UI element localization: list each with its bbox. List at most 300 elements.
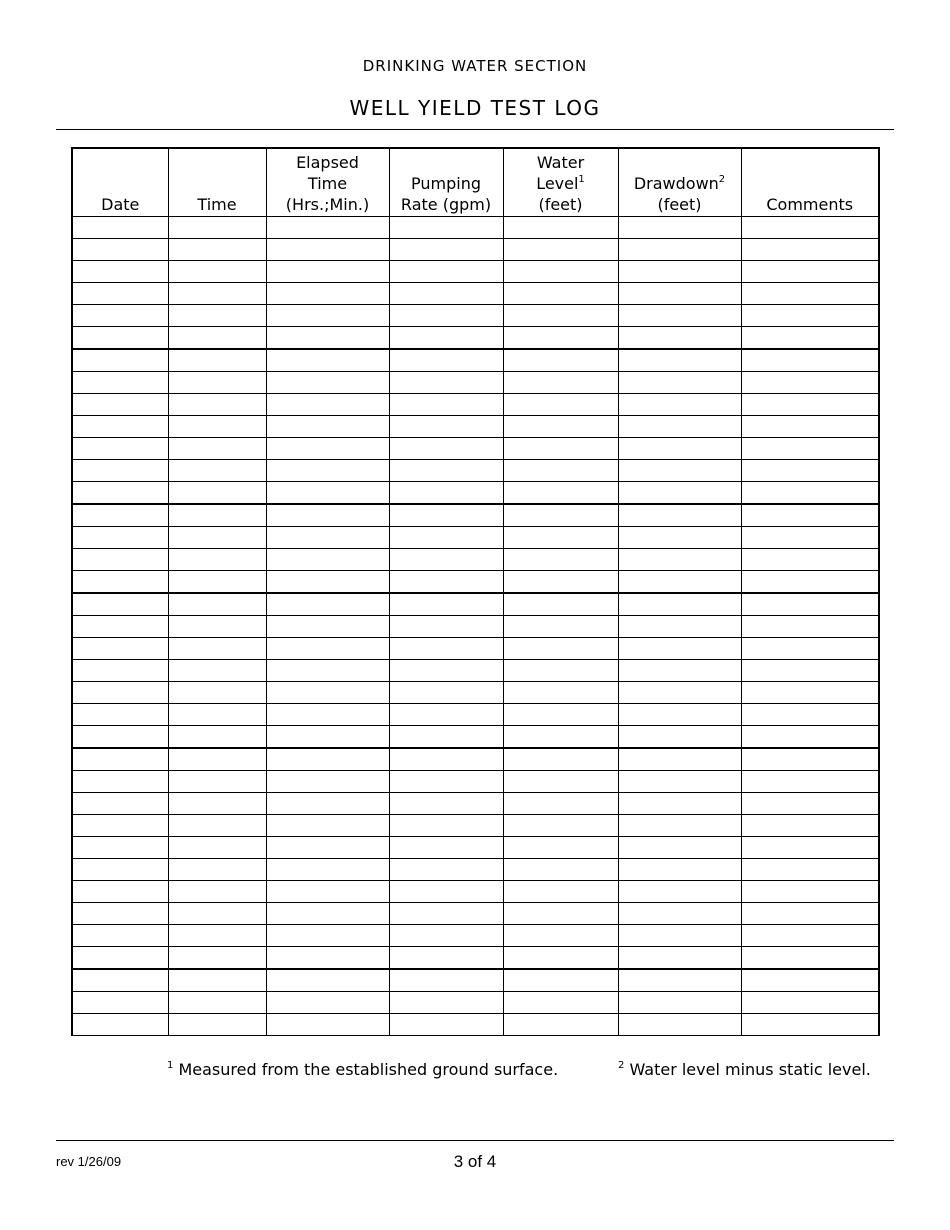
footnote-2-text: Water level minus static level. (629, 1060, 871, 1079)
pumping-rate-cell[interactable] (389, 372, 503, 394)
well-yield-log-table (71, 147, 880, 1036)
water-level-cell[interactable] (503, 438, 618, 460)
time-cell[interactable] (168, 969, 266, 992)
water-level-cell[interactable] (503, 482, 618, 505)
elapsed-time-cell[interactable] (266, 837, 389, 859)
elapsed-time-cell[interactable] (266, 571, 389, 594)
comments-cell[interactable] (741, 394, 879, 416)
date-cell[interactable] (72, 660, 168, 682)
time-cell[interactable] (168, 416, 266, 438)
date-cell[interactable] (72, 682, 168, 704)
table-row (72, 793, 879, 815)
table-row (72, 327, 879, 350)
footnote-1-marker: 1 (167, 1060, 174, 1071)
date-cell[interactable] (72, 1014, 168, 1036)
pumping-rate-cell[interactable] (389, 859, 503, 881)
pumping-rate-cell[interactable] (389, 903, 503, 925)
drawdown-cell[interactable] (618, 504, 741, 527)
elapsed-time-cell[interactable] (266, 947, 389, 970)
pumping-rate-cell[interactable] (389, 837, 503, 859)
pumping-rate-cell[interactable] (389, 571, 503, 594)
drawdown-cell[interactable] (618, 239, 741, 261)
water-level-cell[interactable] (503, 394, 618, 416)
comments-cell[interactable] (741, 969, 879, 992)
comments-cell[interactable] (741, 482, 879, 505)
drawdown-cell[interactable] (618, 903, 741, 925)
water-level-cell[interactable] (503, 305, 618, 327)
elapsed-time-cell[interactable] (266, 638, 389, 660)
pumping-rate-cell[interactable] (389, 881, 503, 903)
table-row (72, 660, 879, 682)
date-cell[interactable] (72, 349, 168, 372)
comments-cell[interactable] (741, 748, 879, 771)
drawdown-cell[interactable] (618, 859, 741, 881)
comments-cell[interactable] (741, 903, 879, 925)
elapsed-time-cell[interactable] (266, 283, 389, 305)
water-level-cell[interactable] (503, 349, 618, 372)
water-level-cell[interactable] (503, 660, 618, 682)
pumping-rate-cell[interactable] (389, 239, 503, 261)
date-cell[interactable] (72, 748, 168, 771)
elapsed-time-cell[interactable] (266, 793, 389, 815)
time-cell[interactable] (168, 349, 266, 372)
elapsed-time-cell[interactable] (266, 616, 389, 638)
water-level-cell[interactable] (503, 1014, 618, 1036)
water-level-cell[interactable] (503, 793, 618, 815)
date-cell[interactable] (72, 616, 168, 638)
comments-cell[interactable] (741, 704, 879, 726)
comments-cell[interactable] (741, 305, 879, 327)
time-cell[interactable] (168, 903, 266, 925)
date-cell[interactable] (72, 504, 168, 527)
pumping-rate-cell[interactable] (389, 460, 503, 482)
pumping-rate-cell[interactable] (389, 283, 503, 305)
drawdown-cell[interactable] (618, 349, 741, 372)
date-cell[interactable] (72, 947, 168, 970)
water-level-cell[interactable] (503, 283, 618, 305)
drawdown-cell[interactable] (618, 726, 741, 749)
table-row (72, 1014, 879, 1036)
time-cell[interactable] (168, 682, 266, 704)
time-cell[interactable] (168, 305, 266, 327)
pumping-rate-cell[interactable] (389, 261, 503, 283)
date-cell[interactable] (72, 549, 168, 571)
date-cell[interactable] (72, 283, 168, 305)
pumping-rate-cell[interactable] (389, 638, 503, 660)
time-cell[interactable] (168, 504, 266, 527)
table-row (72, 571, 879, 594)
pumping-rate-cell[interactable] (389, 217, 503, 239)
date-cell[interactable] (72, 771, 168, 793)
pumping-rate-cell[interactable] (389, 682, 503, 704)
date-cell[interactable] (72, 704, 168, 726)
date-cell[interactable] (72, 815, 168, 837)
table-row (72, 881, 879, 903)
pumping-rate-cell[interactable] (389, 416, 503, 438)
comments-cell[interactable] (741, 682, 879, 704)
form-title: WELL YIELD TEST LOG (349, 96, 601, 120)
water-level-cell[interactable] (503, 837, 618, 859)
table-row (72, 305, 879, 327)
elapsed-time-cell[interactable] (266, 549, 389, 571)
time-cell[interactable] (168, 638, 266, 660)
time-cell[interactable] (168, 394, 266, 416)
pumping-rate-cell[interactable] (389, 504, 503, 527)
col-pumping-rate-header (389, 148, 503, 217)
water-level-cell[interactable] (503, 549, 618, 571)
water-level-cell[interactable] (503, 992, 618, 1014)
pumping-rate-cell[interactable] (389, 394, 503, 416)
pumping-rate-cell[interactable] (389, 527, 503, 549)
drawdown-cell[interactable] (618, 217, 741, 239)
elapsed-time-cell[interactable] (266, 771, 389, 793)
header-line: Date (101, 195, 140, 214)
water-level-cell[interactable] (503, 460, 618, 482)
date-cell[interactable] (72, 638, 168, 660)
date-cell[interactable] (72, 726, 168, 749)
water-level-cell[interactable] (503, 682, 618, 704)
elapsed-time-cell[interactable] (266, 416, 389, 438)
comments-cell[interactable] (741, 881, 879, 903)
elapsed-time-cell[interactable] (266, 903, 389, 925)
elapsed-time-cell[interactable] (266, 815, 389, 837)
comments-cell[interactable] (741, 726, 879, 749)
time-cell[interactable] (168, 239, 266, 261)
date-cell[interactable] (72, 261, 168, 283)
pumping-rate-cell[interactable] (389, 1014, 503, 1036)
time-cell[interactable] (168, 881, 266, 903)
date-cell[interactable] (72, 593, 168, 616)
elapsed-time-cell[interactable] (266, 394, 389, 416)
elapsed-time-cell[interactable] (266, 969, 389, 992)
time-cell[interactable] (168, 837, 266, 859)
pumping-rate-cell[interactable] (389, 482, 503, 505)
elapsed-time-cell[interactable] (266, 217, 389, 239)
elapsed-time-cell[interactable] (266, 682, 389, 704)
drawdown-cell[interactable] (618, 283, 741, 305)
comments-cell[interactable] (741, 992, 879, 1014)
table-row (72, 283, 879, 305)
comments-cell[interactable] (741, 837, 879, 859)
comments-cell[interactable] (741, 593, 879, 616)
drawdown-cell[interactable] (618, 460, 741, 482)
date-cell[interactable] (72, 969, 168, 992)
footnote-1-text: Measured from the established ground surface. (178, 1060, 559, 1079)
elapsed-time-cell[interactable] (266, 704, 389, 726)
drawdown-cell[interactable] (618, 1014, 741, 1036)
water-level-cell[interactable] (503, 925, 618, 947)
table-row (72, 903, 879, 925)
time-cell[interactable] (168, 571, 266, 594)
pumping-rate-cell[interactable] (389, 704, 503, 726)
time-cell[interactable] (168, 771, 266, 793)
pumping-rate-cell[interactable] (389, 616, 503, 638)
col-date-header (72, 148, 168, 217)
date-cell[interactable] (72, 394, 168, 416)
pumping-rate-cell[interactable] (389, 992, 503, 1014)
pumping-rate-cell[interactable] (389, 947, 503, 970)
comments-cell[interactable] (741, 416, 879, 438)
water-level-cell[interactable] (503, 726, 618, 749)
drawdown-cell[interactable] (618, 616, 741, 638)
date-cell[interactable] (72, 837, 168, 859)
drawdown-cell[interactable] (618, 394, 741, 416)
comments-cell[interactable] (741, 438, 879, 460)
table-row (72, 992, 879, 1014)
drawdown-cell[interactable] (618, 704, 741, 726)
elapsed-time-cell[interactable] (266, 992, 389, 1014)
pumping-rate-cell[interactable] (389, 969, 503, 992)
log-body (72, 217, 879, 1036)
water-level-cell[interactable] (503, 881, 618, 903)
water-level-cell[interactable] (503, 859, 618, 881)
drawdown-cell[interactable] (618, 527, 741, 549)
time-cell[interactable] (168, 815, 266, 837)
drawdown-cell[interactable] (618, 881, 741, 903)
water-level-cell[interactable] (503, 527, 618, 549)
time-cell[interactable] (168, 372, 266, 394)
elapsed-time-cell[interactable] (266, 261, 389, 283)
drawdown-cell[interactable] (618, 660, 741, 682)
comments-cell[interactable] (741, 527, 879, 549)
date-cell[interactable] (72, 881, 168, 903)
time-cell[interactable] (168, 482, 266, 505)
drawdown-cell[interactable] (618, 925, 741, 947)
drawdown-cell[interactable] (618, 748, 741, 771)
pumping-rate-cell[interactable] (389, 327, 503, 350)
pumping-rate-cell[interactable] (389, 748, 503, 771)
elapsed-time-cell[interactable] (266, 327, 389, 350)
bottom-divider (56, 1140, 894, 1141)
drawdown-cell[interactable] (618, 815, 741, 837)
pumping-rate-cell[interactable] (389, 815, 503, 837)
header-line: Elapsed (296, 153, 359, 172)
header-line: Comments (766, 195, 854, 214)
date-cell[interactable] (72, 438, 168, 460)
date-cell[interactable] (72, 925, 168, 947)
pumping-rate-cell[interactable] (389, 726, 503, 749)
drawdown-cell[interactable] (618, 992, 741, 1014)
date-cell[interactable] (72, 527, 168, 549)
comments-cell[interactable] (741, 571, 879, 594)
time-cell[interactable] (168, 549, 266, 571)
water-level-cell[interactable] (503, 815, 618, 837)
table-row (72, 925, 879, 947)
time-cell[interactable] (168, 726, 266, 749)
water-level-cell[interactable] (503, 217, 618, 239)
date-cell[interactable] (72, 239, 168, 261)
water-level-cell[interactable] (503, 947, 618, 970)
time-cell[interactable] (168, 947, 266, 970)
date-cell[interactable] (72, 460, 168, 482)
time-cell[interactable] (168, 327, 266, 350)
elapsed-time-cell[interactable] (266, 504, 389, 527)
date-cell[interactable] (72, 416, 168, 438)
water-level-cell[interactable] (503, 903, 618, 925)
water-level-cell[interactable] (503, 239, 618, 261)
comments-cell[interactable] (741, 549, 879, 571)
comments-cell[interactable] (741, 349, 879, 372)
time-cell[interactable] (168, 793, 266, 815)
date-cell[interactable] (72, 793, 168, 815)
drawdown-cell[interactable] (618, 305, 741, 327)
time-cell[interactable] (168, 704, 266, 726)
comments-cell[interactable] (741, 925, 879, 947)
pumping-rate-cell[interactable] (389, 549, 503, 571)
table-row (72, 815, 879, 837)
header-line: Time (307, 174, 348, 193)
date-cell[interactable] (72, 859, 168, 881)
date-cell[interactable] (72, 903, 168, 925)
water-level-cell[interactable] (503, 969, 618, 992)
pumping-rate-cell[interactable] (389, 438, 503, 460)
time-cell[interactable] (168, 859, 266, 881)
table-row (72, 593, 879, 616)
elapsed-time-cell[interactable] (266, 305, 389, 327)
pumping-rate-cell[interactable] (389, 793, 503, 815)
water-level-cell[interactable] (503, 771, 618, 793)
date-cell[interactable] (72, 482, 168, 505)
header-line: (feet) (657, 195, 702, 214)
time-cell[interactable] (168, 438, 266, 460)
drawdown-cell[interactable] (618, 571, 741, 594)
drawdown-cell[interactable] (618, 638, 741, 660)
time-cell[interactable] (168, 616, 266, 638)
comments-cell[interactable] (741, 372, 879, 394)
comments-cell[interactable] (741, 947, 879, 970)
comments-cell[interactable] (741, 859, 879, 881)
drawdown-cell[interactable] (618, 549, 741, 571)
water-level-cell[interactable] (503, 571, 618, 594)
pumping-rate-cell[interactable] (389, 771, 503, 793)
elapsed-time-cell[interactable] (266, 925, 389, 947)
drawdown-cell[interactable] (618, 837, 741, 859)
pumping-rate-cell[interactable] (389, 593, 503, 616)
time-cell[interactable] (168, 748, 266, 771)
comments-cell[interactable] (741, 815, 879, 837)
drawdown-cell[interactable] (618, 593, 741, 616)
drawdown-cell[interactable] (618, 372, 741, 394)
pumping-rate-cell[interactable] (389, 349, 503, 372)
date-cell[interactable] (72, 217, 168, 239)
comments-cell[interactable] (741, 638, 879, 660)
drawdown-cell[interactable] (618, 771, 741, 793)
elapsed-time-cell[interactable] (266, 859, 389, 881)
header-line: Level (536, 174, 579, 193)
comments-cell[interactable] (741, 660, 879, 682)
revision-date: rev 1/26/09 (56, 1154, 122, 1169)
elapsed-time-cell[interactable] (266, 372, 389, 394)
water-level-cell[interactable] (503, 593, 618, 616)
comments-cell[interactable] (741, 217, 879, 239)
table-row (72, 704, 879, 726)
table-row (72, 217, 879, 239)
footnote-1 (167, 1060, 558, 1079)
time-cell[interactable] (168, 1014, 266, 1036)
drawdown-cell[interactable] (618, 261, 741, 283)
water-level-cell[interactable] (503, 704, 618, 726)
elapsed-time-cell[interactable] (266, 527, 389, 549)
time-cell[interactable] (168, 283, 266, 305)
time-cell[interactable] (168, 261, 266, 283)
elapsed-time-cell[interactable] (266, 748, 389, 771)
drawdown-cell[interactable] (618, 416, 741, 438)
pumping-rate-cell[interactable] (389, 925, 503, 947)
elapsed-time-cell[interactable] (266, 239, 389, 261)
footnote-2 (618, 1060, 871, 1079)
date-cell[interactable] (72, 571, 168, 594)
elapsed-time-cell[interactable] (266, 593, 389, 616)
col-drawdown-header (618, 148, 741, 217)
water-level-cell[interactable] (503, 748, 618, 771)
elapsed-time-cell[interactable] (266, 349, 389, 372)
date-cell[interactable] (72, 327, 168, 350)
drawdown-cell[interactable] (618, 793, 741, 815)
time-cell[interactable] (168, 217, 266, 239)
comments-cell[interactable] (741, 616, 879, 638)
pumping-rate-cell[interactable] (389, 305, 503, 327)
header-line: (Hrs.;Min.) (285, 195, 370, 214)
water-level-cell[interactable] (503, 416, 618, 438)
comments-cell[interactable] (741, 283, 879, 305)
time-cell[interactable] (168, 925, 266, 947)
date-cell[interactable] (72, 305, 168, 327)
time-cell[interactable] (168, 593, 266, 616)
footnote-2-marker: 2 (618, 1060, 625, 1071)
elapsed-time-cell[interactable] (266, 660, 389, 682)
date-cell[interactable] (72, 372, 168, 394)
col-comments-header (741, 148, 879, 217)
table-row (72, 638, 879, 660)
water-level-cell[interactable] (503, 504, 618, 527)
drawdown-cell[interactable] (618, 327, 741, 350)
date-cell[interactable] (72, 992, 168, 1014)
table-row (72, 504, 879, 527)
comments-cell[interactable] (741, 261, 879, 283)
comments-cell[interactable] (741, 1014, 879, 1036)
comments-cell[interactable] (741, 460, 879, 482)
time-cell[interactable] (168, 660, 266, 682)
drawdown-cell[interactable] (618, 438, 741, 460)
drawdown-cell[interactable] (618, 969, 741, 992)
time-cell[interactable] (168, 992, 266, 1014)
comments-cell[interactable] (741, 771, 879, 793)
elapsed-time-cell[interactable] (266, 460, 389, 482)
time-cell[interactable] (168, 527, 266, 549)
elapsed-time-cell[interactable] (266, 1014, 389, 1036)
elapsed-time-cell[interactable] (266, 482, 389, 505)
water-level-cell[interactable] (503, 327, 618, 350)
water-level-cell[interactable] (503, 372, 618, 394)
drawdown-cell[interactable] (618, 947, 741, 970)
elapsed-time-cell[interactable] (266, 881, 389, 903)
comments-cell[interactable] (741, 239, 879, 261)
drawdown-cell[interactable] (618, 482, 741, 505)
pumping-rate-cell[interactable] (389, 660, 503, 682)
elapsed-time-cell[interactable] (266, 726, 389, 749)
time-cell[interactable] (168, 460, 266, 482)
water-level-cell[interactable] (503, 261, 618, 283)
comments-cell[interactable] (741, 504, 879, 527)
table-row (72, 682, 879, 704)
comments-cell[interactable] (741, 793, 879, 815)
table-row (72, 416, 879, 438)
comments-cell[interactable] (741, 327, 879, 350)
water-level-cell[interactable] (503, 616, 618, 638)
water-level-cell[interactable] (503, 638, 618, 660)
elapsed-time-cell[interactable] (266, 438, 389, 460)
drawdown-cell[interactable] (618, 682, 741, 704)
